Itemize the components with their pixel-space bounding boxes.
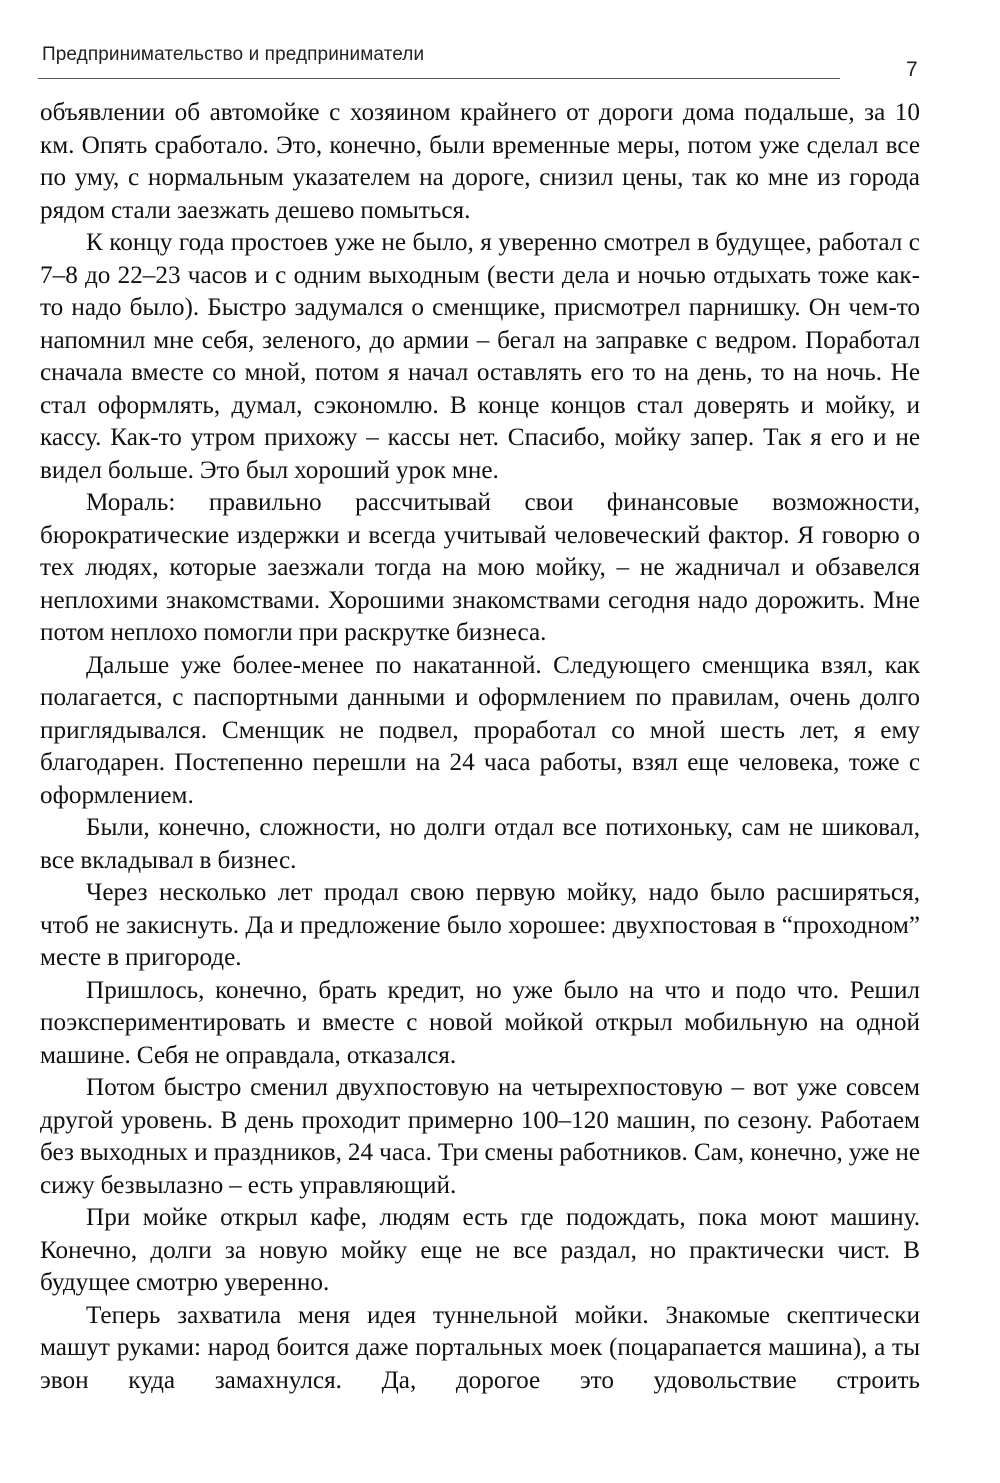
paragraph-6: Через несколько лет продал свою первую мойку, надо было расширяться, чтоб не закиснуть. Да и предложение было хорошее: двухпостовая в “проходном” месте в пригороде. — [40, 879, 920, 971]
paragraph-7: Пришлось, конечно, брать кредит, но уже было на что и подо что. Решил поэкспериментировать и вместе с новой мойкой открыл мобильную на одной машине. Себя не оправдала, отказался. — [40, 976, 920, 1069]
paragraph-2: К концу года простоев уже не было, я уверенно смотрел в будущее, работал с 7–8 до 22–23 часов и с одним выходным (вести дела и ночью отдыхать тоже как-то надо было). Быстро задумался о сменщике, присмотрел парнишку. Он чем-то напомнил мне себя, зеленого, до армии – бегал на заправке с ведром. Поработал сначала вместе со мной, потом я начал оставлять его то на день, то на ночь. Не стал оформлять, думал, сэкономлю. В конце концов стал доверять и мойку, и кассу. Как-то утром прихожу – кассы нет. Спасибо, мойку запер. Так я его и не видел больше. Это был хороший урок мне. — [40, 229, 920, 484]
paragraph-8: Потом быстро сменил двухпостовую на четырехпостовую – вот уже совсем другой уровень. В день проходит примерно 100–120 машин, по сезону. Работаем без выходных и праздников, 24 часа. Три смены работников. Сам, конечно, уже не сижу безвылазно – есть управляющий. — [40, 1074, 920, 1199]
body-text — [40, 97, 920, 1397]
paragraph-10: Теперь захватила меня идея туннельной мойки. Знакомые скептически машут руками: народ боится даже портальных моек (поцарапается машина), а ты эвон куда замахнулся. Да, дорогое это удовольствие строить — [40, 1301, 920, 1394]
paragraph-3: Мораль: правильно рассчитывай свои финансовые возможности, бюрократические издержки и всегда учитывай человеческий фактор. Я говорю о тех людях, которые заезжали тогда на мою мойку, – не жадничал и обзавелся неплохими знакомствами. Хорошими знакомствами сегодня надо дорожить. Мне потом неплохо помогли при раскрутке бизнеса. — [40, 489, 920, 646]
running-header-title: Предпринимательство и предприниматели — [42, 44, 425, 65]
paragraph-9: При мойке открыл кафе, людям есть где подождать, пока моют машину. Конечно, долги за новую мойку еще не все раздал, но практически чист. В будущее смотрю уверенно. — [40, 1204, 920, 1296]
paragraph-5: Были, конечно, сложности, но долги отдал все потихоньку, сам не шиковал, все вкладывал в бизнес. — [40, 814, 920, 874]
page-number: 7 — [906, 58, 918, 81]
paragraph-4: Дальше уже более-менее по накатанной. Следующего сменщика взял, как полагается, с паспортными данными и оформлением по правилам, очень долго приглядывался. Сменщик не подвел, проработал со мной шесть лет, я ему благодарен. Постепенно перешли на 24 часа работы, взял еще человека, тоже с оформлением. — [40, 651, 920, 809]
running-header — [38, 44, 840, 79]
paragraph-1: объявлении об автомойке с хозяином крайнего от дороги дома подальше, за 10 км. Опять сработало. Это, конечно, были временные меры, потом уже сделал все по уму, с нормальным указателем на дороге, снизил цены, так ко мне из города рядом стали заезжать дешево помыться. — [40, 99, 920, 224]
